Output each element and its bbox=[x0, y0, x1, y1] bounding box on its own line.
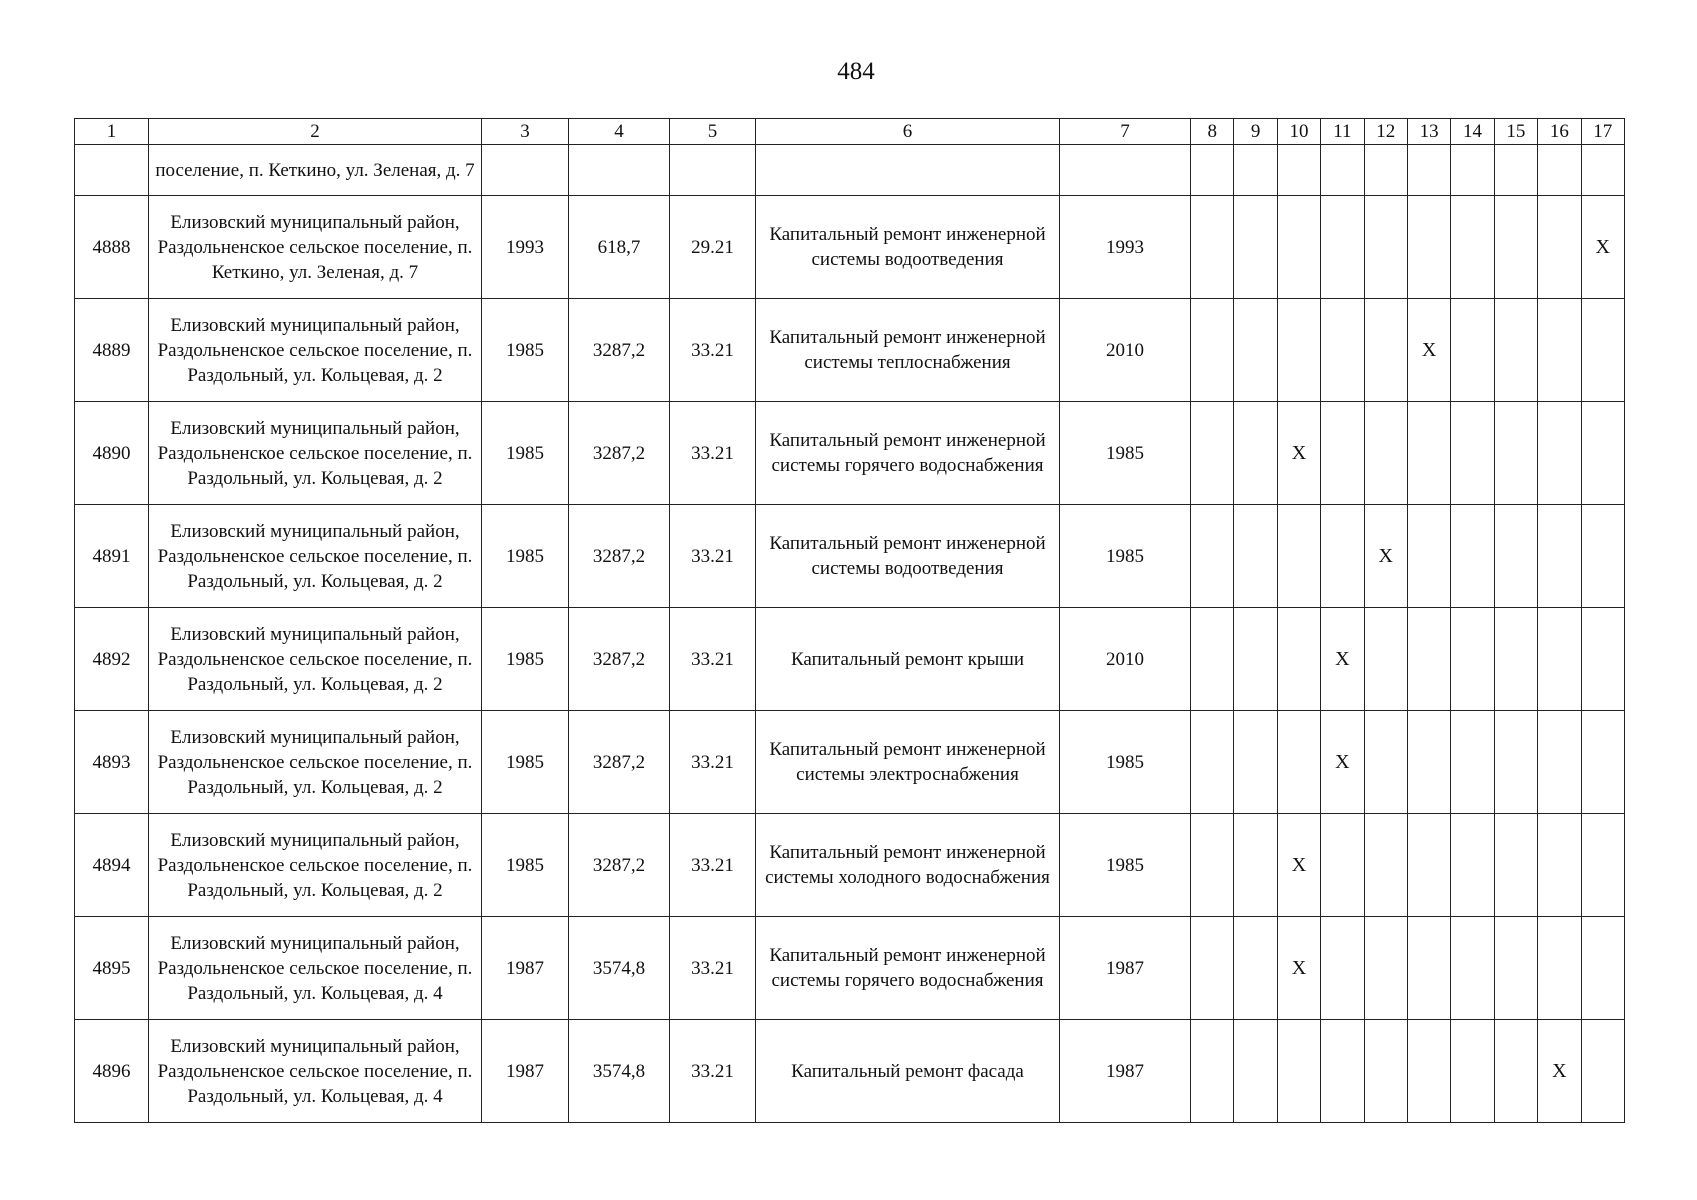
address-cell: Елизовский муниципальный район, Раздольненское сельское поселение, п. Раздольный, ул. Кольцевая, д. 2 bbox=[149, 505, 482, 608]
year-cell: 1985 bbox=[1060, 505, 1191, 608]
cell bbox=[1364, 145, 1407, 196]
mark-cell bbox=[1234, 1020, 1277, 1123]
address-cell: Елизовский муниципальный район, Раздольненское сельское поселение, п. Раздольный, ул. Кольцевая, д. 2 bbox=[149, 299, 482, 402]
mark-cell: X bbox=[1581, 196, 1624, 299]
mark-cell bbox=[1321, 196, 1364, 299]
build-year-cell: 1987 bbox=[482, 1020, 569, 1123]
row-number-cell: 4896 bbox=[75, 1020, 149, 1123]
year-cell: 1985 bbox=[1060, 711, 1191, 814]
code-cell: 33.21 bbox=[670, 814, 756, 917]
mark-cell bbox=[1234, 402, 1277, 505]
column-header: 15 bbox=[1494, 119, 1537, 145]
column-header: 3 bbox=[482, 119, 569, 145]
column-header: 8 bbox=[1191, 119, 1234, 145]
mark-cell bbox=[1234, 711, 1277, 814]
mark-cell bbox=[1234, 814, 1277, 917]
column-header: 12 bbox=[1364, 119, 1407, 145]
mark-cell: X bbox=[1277, 402, 1320, 505]
mark-cell bbox=[1234, 299, 1277, 402]
mark-cell bbox=[1277, 505, 1320, 608]
mark-cell bbox=[1191, 917, 1234, 1020]
address-cell: Елизовский муниципальный район, Раздольненское сельское поселение, п. Раздольный, ул. Кольцевая, д. 2 bbox=[149, 608, 482, 711]
area-cell: 3287,2 bbox=[569, 711, 670, 814]
mark-cell bbox=[1191, 814, 1234, 917]
table-row bbox=[75, 1020, 1625, 1123]
mark-cell bbox=[1494, 196, 1537, 299]
mark-cell bbox=[1277, 196, 1320, 299]
mark-cell bbox=[1364, 402, 1407, 505]
cell bbox=[482, 145, 569, 196]
mark-cell bbox=[1494, 1020, 1537, 1123]
column-header: 7 bbox=[1060, 119, 1191, 145]
mark-cell bbox=[1494, 299, 1537, 402]
address-cell: Елизовский муниципальный район, Раздольненское сельское поселение, п. Раздольный, ул. Кольцевая, д. 4 bbox=[149, 917, 482, 1020]
cell bbox=[1321, 145, 1364, 196]
code-cell: 33.21 bbox=[670, 505, 756, 608]
address-cell: Елизовский муниципальный район, Раздольненское сельское поселение, п. Раздольный, ул. Кольцевая, д. 4 bbox=[149, 1020, 482, 1123]
cell bbox=[1407, 145, 1450, 196]
mark-cell bbox=[1364, 608, 1407, 711]
mark-cell bbox=[1191, 1020, 1234, 1123]
year-cell: 1987 bbox=[1060, 1020, 1191, 1123]
area-cell: 3287,2 bbox=[569, 299, 670, 402]
work-type-cell: Капитальный ремонт инженерной системы теплоснабжения bbox=[756, 299, 1060, 402]
mark-cell: X bbox=[1321, 608, 1364, 711]
build-year-cell: 1985 bbox=[482, 608, 569, 711]
address-cell: Елизовский муниципальный район, Раздольненское сельское поселение, п. Раздольный, ул. Кольцевая, д. 2 bbox=[149, 814, 482, 917]
mark-cell bbox=[1234, 505, 1277, 608]
mark-cell bbox=[1451, 196, 1494, 299]
area-cell: 3287,2 bbox=[569, 608, 670, 711]
address-cell: Елизовский муниципальный район, Раздольненское сельское поселение, п. Раздольный, ул. Кольцевая, д. 2 bbox=[149, 711, 482, 814]
mark-cell bbox=[1234, 917, 1277, 1020]
mark-cell bbox=[1364, 196, 1407, 299]
mark-cell bbox=[1407, 814, 1450, 917]
build-year-cell: 1993 bbox=[482, 196, 569, 299]
mark-cell bbox=[1538, 402, 1581, 505]
column-header: 6 bbox=[756, 119, 1060, 145]
cell bbox=[1581, 145, 1624, 196]
address-cell: Елизовский муниципальный район, Раздольненское сельское поселение, п. Раздольный, ул. Кольцевая, д. 2 bbox=[149, 402, 482, 505]
mark-cell bbox=[1191, 299, 1234, 402]
mark-cell bbox=[1538, 814, 1581, 917]
mark-cell bbox=[1494, 505, 1537, 608]
table-row bbox=[75, 299, 1625, 402]
row-number-cell: 4894 bbox=[75, 814, 149, 917]
mark-cell bbox=[1191, 711, 1234, 814]
mark-cell bbox=[1234, 196, 1277, 299]
area-cell: 3287,2 bbox=[569, 814, 670, 917]
year-cell: 2010 bbox=[1060, 608, 1191, 711]
mark-cell: X bbox=[1538, 1020, 1581, 1123]
cell bbox=[1451, 145, 1494, 196]
column-header: 17 bbox=[1581, 119, 1624, 145]
cell bbox=[670, 145, 756, 196]
cell bbox=[756, 145, 1060, 196]
table-row bbox=[75, 608, 1625, 711]
mark-cell bbox=[1451, 814, 1494, 917]
table-row bbox=[75, 814, 1625, 917]
mark-cell: X bbox=[1277, 917, 1320, 1020]
mark-cell bbox=[1538, 196, 1581, 299]
mark-cell bbox=[1234, 608, 1277, 711]
code-cell: 33.21 bbox=[670, 299, 756, 402]
cell bbox=[1277, 145, 1320, 196]
year-cell: 2010 bbox=[1060, 299, 1191, 402]
mark-cell bbox=[1277, 608, 1320, 711]
work-type-cell: Капитальный ремонт инженерной системы горячего водоснабжения bbox=[756, 917, 1060, 1020]
mark-cell bbox=[1581, 608, 1624, 711]
code-cell: 33.21 bbox=[670, 1020, 756, 1123]
mark-cell bbox=[1407, 711, 1450, 814]
mark-cell bbox=[1277, 299, 1320, 402]
table-row bbox=[75, 402, 1625, 505]
mark-cell bbox=[1407, 402, 1450, 505]
code-cell: 33.21 bbox=[670, 402, 756, 505]
mark-cell bbox=[1451, 608, 1494, 711]
build-year-cell: 1985 bbox=[482, 299, 569, 402]
column-header-row bbox=[75, 119, 1625, 145]
mark-cell bbox=[1364, 299, 1407, 402]
mark-cell bbox=[1407, 505, 1450, 608]
mark-cell bbox=[1321, 1020, 1364, 1123]
mark-cell bbox=[1451, 402, 1494, 505]
mark-cell bbox=[1364, 711, 1407, 814]
mark-cell bbox=[1451, 505, 1494, 608]
area-cell: 3574,8 bbox=[569, 917, 670, 1020]
build-year-cell: 1985 bbox=[482, 711, 569, 814]
column-header: 16 bbox=[1538, 119, 1581, 145]
build-year-cell: 1987 bbox=[482, 917, 569, 1020]
register-table bbox=[74, 118, 1625, 1123]
table-row bbox=[75, 505, 1625, 608]
mark-cell bbox=[1494, 917, 1537, 1020]
address-cell: Елизовский муниципальный район, Раздольненское сельское поселение, п. Кеткино, ул. Зеленая, д. 7 bbox=[149, 196, 482, 299]
column-header: 11 bbox=[1321, 119, 1364, 145]
table-row bbox=[75, 917, 1625, 1020]
year-cell: 1985 bbox=[1060, 814, 1191, 917]
year-cell: 1985 bbox=[1060, 402, 1191, 505]
mark-cell: X bbox=[1407, 299, 1450, 402]
mark-cell bbox=[1191, 196, 1234, 299]
mark-cell bbox=[1494, 402, 1537, 505]
area-cell: 3287,2 bbox=[569, 505, 670, 608]
column-header: 9 bbox=[1234, 119, 1277, 145]
mark-cell bbox=[1581, 505, 1624, 608]
mark-cell bbox=[1538, 711, 1581, 814]
row-number-cell: 4892 bbox=[75, 608, 149, 711]
column-header: 1 bbox=[75, 119, 149, 145]
code-cell: 33.21 bbox=[670, 917, 756, 1020]
work-type-cell: Капитальный ремонт инженерной системы горячего водоснабжения bbox=[756, 402, 1060, 505]
mark-cell bbox=[1581, 402, 1624, 505]
work-type-cell: Капитальный ремонт инженерной системы электроснабжения bbox=[756, 711, 1060, 814]
column-header: 2 bbox=[149, 119, 482, 145]
mark-cell bbox=[1538, 608, 1581, 711]
mark-cell bbox=[1494, 711, 1537, 814]
mark-cell bbox=[1364, 814, 1407, 917]
build-year-cell: 1985 bbox=[482, 505, 569, 608]
column-header: 5 bbox=[670, 119, 756, 145]
mark-cell bbox=[1321, 505, 1364, 608]
mark-cell bbox=[1581, 711, 1624, 814]
mark-cell bbox=[1451, 711, 1494, 814]
work-type-cell: Капитальный ремонт крыши bbox=[756, 608, 1060, 711]
mark-cell bbox=[1451, 1020, 1494, 1123]
mark-cell bbox=[1321, 814, 1364, 917]
mark-cell bbox=[1581, 1020, 1624, 1123]
mark-cell bbox=[1364, 917, 1407, 1020]
column-header: 14 bbox=[1451, 119, 1494, 145]
code-cell: 33.21 bbox=[670, 711, 756, 814]
row-number-cell: 4889 bbox=[75, 299, 149, 402]
mark-cell bbox=[1407, 917, 1450, 1020]
mark-cell bbox=[1538, 917, 1581, 1020]
mark-cell: X bbox=[1364, 505, 1407, 608]
mark-cell bbox=[1494, 814, 1537, 917]
year-cell: 1987 bbox=[1060, 917, 1191, 1020]
table-row bbox=[75, 711, 1625, 814]
cell bbox=[569, 145, 670, 196]
code-cell: 33.21 bbox=[670, 608, 756, 711]
cell bbox=[1494, 145, 1537, 196]
page-number: 484 bbox=[837, 58, 875, 85]
mark-cell bbox=[1538, 505, 1581, 608]
mark-cell bbox=[1321, 402, 1364, 505]
mark-cell bbox=[1538, 299, 1581, 402]
mark-cell bbox=[1407, 1020, 1450, 1123]
mark-cell bbox=[1451, 299, 1494, 402]
work-type-cell: Капитальный ремонт инженерной системы водоотведения bbox=[756, 505, 1060, 608]
table-row bbox=[75, 196, 1625, 299]
area-cell: 618,7 bbox=[569, 196, 670, 299]
mark-cell bbox=[1407, 196, 1450, 299]
mark-cell bbox=[1451, 917, 1494, 1020]
mark-cell bbox=[1321, 917, 1364, 1020]
continuation-row bbox=[75, 145, 1625, 196]
year-cell: 1993 bbox=[1060, 196, 1191, 299]
row-number-cell: 4888 bbox=[75, 196, 149, 299]
work-type-cell: Капитальный ремонт инженерной системы водоотведения bbox=[756, 196, 1060, 299]
mark-cell bbox=[1191, 402, 1234, 505]
cell bbox=[1191, 145, 1234, 196]
cell bbox=[1234, 145, 1277, 196]
mark-cell bbox=[1321, 299, 1364, 402]
area-cell: 3574,8 bbox=[569, 1020, 670, 1123]
mark-cell bbox=[1407, 608, 1450, 711]
work-type-cell: Капитальный ремонт фасада bbox=[756, 1020, 1060, 1123]
address-cell: поселение, п. Кеткино, ул. Зеленая, д. 7 bbox=[149, 145, 482, 196]
work-type-cell: Капитальный ремонт инженерной системы холодного водоснабжения bbox=[756, 814, 1060, 917]
column-header: 13 bbox=[1407, 119, 1450, 145]
mark-cell bbox=[1581, 814, 1624, 917]
column-header: 10 bbox=[1277, 119, 1320, 145]
mark-cell bbox=[1581, 299, 1624, 402]
mark-cell bbox=[1364, 1020, 1407, 1123]
mark-cell bbox=[1581, 917, 1624, 1020]
mark-cell bbox=[1277, 1020, 1320, 1123]
build-year-cell: 1985 bbox=[482, 402, 569, 505]
code-cell: 29.21 bbox=[670, 196, 756, 299]
cell bbox=[1538, 145, 1581, 196]
mark-cell bbox=[1494, 608, 1537, 711]
mark-cell: X bbox=[1321, 711, 1364, 814]
column-header: 4 bbox=[569, 119, 670, 145]
mark-cell bbox=[1277, 711, 1320, 814]
row-number-cell: 4891 bbox=[75, 505, 149, 608]
mark-cell bbox=[1191, 608, 1234, 711]
build-year-cell: 1985 bbox=[482, 814, 569, 917]
mark-cell bbox=[1191, 505, 1234, 608]
cell bbox=[1060, 145, 1191, 196]
row-number-cell: 4890 bbox=[75, 402, 149, 505]
mark-cell: X bbox=[1277, 814, 1320, 917]
area-cell: 3287,2 bbox=[569, 402, 670, 505]
row-number-cell: 4895 bbox=[75, 917, 149, 1020]
cell bbox=[75, 145, 149, 196]
row-number-cell: 4893 bbox=[75, 711, 149, 814]
